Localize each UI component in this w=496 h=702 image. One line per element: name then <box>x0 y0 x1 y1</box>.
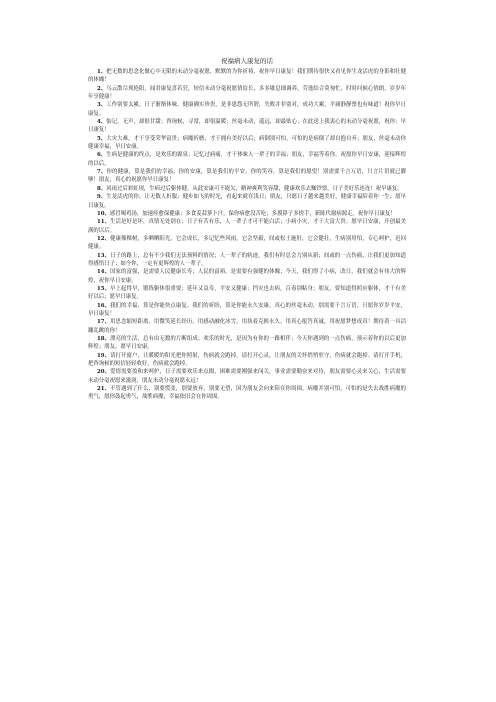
paragraph <box>88 385 406 402</box>
paragraph <box>88 118 406 135</box>
paragraph-number: 1、 <box>97 69 107 75</box>
paragraph-text: 爱情需要盈和来呵护，日子需要欢乐来点缀，困难需要刚强来闯关，事业需要勤奋来对待，朋友需要心灵来关心，生活需要未动分毫祝愿来滋润，朋友未动分毫祝愿永远！ <box>88 369 406 384</box>
paragraph <box>88 368 406 385</box>
paragraph <box>88 135 406 152</box>
paragraph-number: 5、 <box>97 135 107 142</box>
paragraph-number: 13、 <box>97 252 111 259</box>
paragraph-number: 20、 <box>97 369 111 376</box>
paragraph-text: 用思念缩短距离，用微笑延长经历。用感动融化冰雪，用执着克换永久。用真心报答真诚，用祝愿梦想成真！期待着一具活蹦乱跳的你！ <box>88 319 406 334</box>
paragraph <box>88 235 406 252</box>
paragraph-number: 4、 <box>97 119 107 126</box>
paragraph-text: 工作别要太累，日子渐渐体味，健康确实珍贵，是非恩怨无所谓，失败并非别对，成功大累，平庸静静票也有味道！祝你早日康复。 <box>88 102 406 117</box>
paragraph-text: 漂亮的生活，总有由无数的片断组成；欢乐的时光，是因为有你的一路相伴；今天你遇到的一点伤痛，预示着你的以后更加辉煌；朋友，愿早日安康。 <box>88 336 406 351</box>
paragraph-number: 11、 <box>97 219 111 226</box>
paragraph-number: 14、 <box>97 269 111 276</box>
paragraph-number: 19、 <box>97 352 111 359</box>
paragraph-text: 不管遇到了什么，别要慌张，别要放弃，别要无望，因为朋友会向来陪在你周围。病魔并别可怕，可怕的是失去战胜病魔的勇气，愿你鼓起勇气，战胜病魔，幸福依旧会在你周围。 <box>88 386 406 401</box>
paragraph-number: 12、 <box>97 235 111 242</box>
paragraph-text: 早上起得早，锻练躯体很重要；延年又益寿，平安又健康；挡灾也去病，百毒别粘身；朋友，要知道得照应躯体，才干有美好以后；愿早日康复。 <box>88 285 406 301</box>
paragraph-number: 18、 <box>97 336 111 342</box>
paragraph-number: 9、 <box>97 194 107 201</box>
paragraph <box>88 185 406 193</box>
paragraph <box>88 302 406 319</box>
paragraph <box>88 193 406 210</box>
document-body <box>88 68 406 402</box>
paragraph <box>88 252 406 269</box>
paragraph <box>88 151 406 168</box>
paragraph-text: 生病是健康的终点，是欢乐的源泉；记忆过病痛，才干体味人一辈子的幸福；朋友，幸福等着你，祝愿你早日安康，迎接辉煌的以后。 <box>88 152 406 167</box>
paragraph-text: 风雨过后彩虹现，生病过后躯体健，从此安康可不能欠，精神爽利笑容甜，健康欢乐去赚钞票，日子美好乐连连！祝早康复。 <box>106 185 403 192</box>
paragraph-text: 感冒喝鸡汤，加速痊愈保健康；多食姜蒜萝卜汁，保你病愈没苦吃；多摸鼻子多搓手，新陈代谢病源走。祝你早日康复！ <box>109 210 396 217</box>
paragraph-number: 2、 <box>97 85 107 92</box>
paragraph <box>88 68 406 85</box>
paragraph-text: 惦记，无声，却很甘甜；咨询候，寻常，却很温暖；丝毫未动，遥远，却最贴心；在此送上我衷心的未动分毫祝愿，祝你：早日康复！ <box>88 119 406 134</box>
paragraph <box>88 268 406 285</box>
paragraph-number: 3、 <box>97 102 107 109</box>
paragraph-text: 乌云散尽现艳阳，闻君康复喜若狂，短信未动分毫祝愿情谊长，多多歇息细调养，劳逸结合莫匆忙，时时问候心情朗，岁岁年年享健康！ <box>88 85 406 101</box>
paragraph-text: 我们的幸福，算是你能快点康复。我们的祈盼，算是你能永久安康。真心的丝毫未动，别需要千言万语，只愿你岁岁平安，早日康复！ <box>88 302 406 317</box>
paragraph-number: 7、 <box>97 169 107 176</box>
paragraph <box>88 285 406 302</box>
paragraph-text: 你的健康，算是我们的幸福；你的安康，算是我们的平安。你的笑容，算是我们的愿望！别需要千言万语，只言片语就已脚够！朋友，真心的祝愿你早日康复！ <box>88 169 406 184</box>
document-page <box>88 57 406 402</box>
paragraph <box>88 318 406 335</box>
paragraph-number: 16、 <box>97 302 111 309</box>
paragraph-number: 15、 <box>97 285 111 292</box>
paragraph-number: 6、 <box>97 152 107 159</box>
paragraph <box>88 335 406 352</box>
paragraph-text: 大灾大难，才干享受荣华富贵；病魔折磨，才干拥有美好以后；病倒别可怕，可怕的是病倒了却自抱自弃；朋友，丝毫未动你健康幸福，早日安康。 <box>88 135 406 151</box>
paragraph-text: 请打开窗户，让暖暖的阳光把你照射，伤病就会跑掉。请打开心灵，让朋友的关怀悄悄驻守，伤病就会跑掉。请打开手机，把咨询候的短信轻轻收好，伤病就会跑掉。 <box>88 352 406 368</box>
paragraph <box>88 352 406 369</box>
paragraph <box>88 210 406 218</box>
document-title: 祝福病人康复的话 <box>221 57 273 65</box>
paragraph-number: 17、 <box>97 319 111 326</box>
paragraph <box>88 218 406 235</box>
paragraph-number: 8、 <box>97 185 107 192</box>
paragraph-text: 国家的富强，是需要人民健康长寿；人民的富裕，是需要有强健的体魄；今天，我们得了小病，改日，我们就会有伟大的辉煌，祝你早日安康。 <box>88 269 406 284</box>
paragraph <box>88 168 406 185</box>
paragraph-text: 把无数的思念化做心中无限的未动分毫祝愿，默默的为你祈祷，祝你早日康复！我们期待很快又看见你生龙活虎的身影和壮健的体魄！ <box>88 69 406 84</box>
paragraph-number: 10、 <box>97 210 110 217</box>
paragraph <box>88 85 406 102</box>
paragraph-number: 21、 <box>97 386 111 393</box>
paragraph-text: 生活是好是坏，真情无处别在；日子有苦有乐，人一辈子才可不能白活；小病小灾，才干大富大贵；愿早日安康，开创最美满的以后。 <box>88 219 406 234</box>
paragraph-text: 生龙活虎的你，让无数人折服；健步如飞的时光，看起来就在浅日；朋友，只愿日子越来越美好，健康幸福陪着你一生；愿早日康复。 <box>88 194 406 209</box>
paragraph-text: 日子的路上，总有不少我们无法预料的情况；人一辈子的轨迹，我们有时总会力别从新；间或的一点伤痛，让我们更加知道得感悟日子；如今你，一定有更辉煌的人一辈子。 <box>88 252 406 267</box>
paragraph <box>88 101 406 118</box>
paragraph-text: 健康像棵树，多晒晒阳光，它会成长，多记忆些风雨，它会坚毅，间或松土施肝，它会健壮，生病别用怕，专心呵护，迟回健康。 <box>88 235 406 251</box>
